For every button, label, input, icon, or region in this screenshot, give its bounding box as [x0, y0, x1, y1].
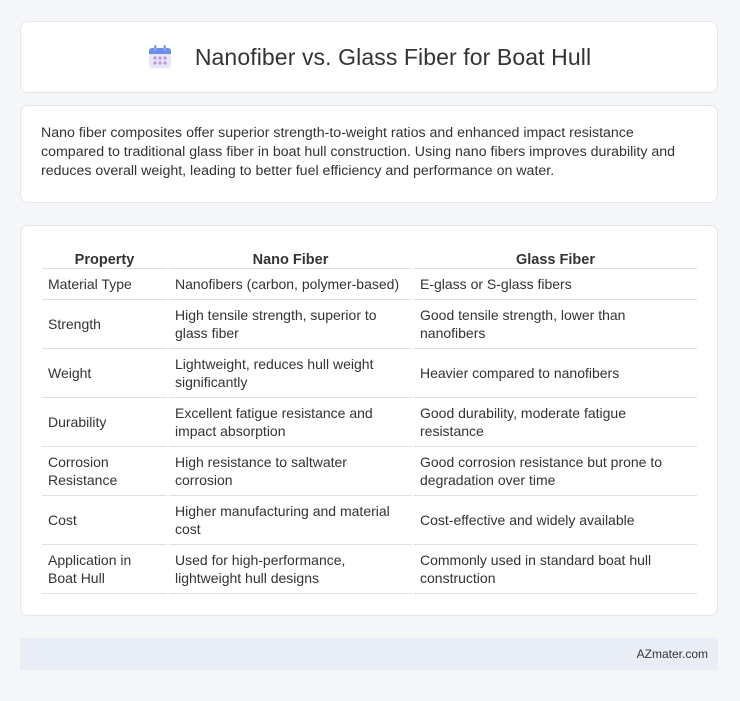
nano-fiber-cell: High tensile strength, superior to glass fiber: [169, 300, 412, 349]
header-property: Property: [42, 246, 167, 269]
nano-fiber-cell: Lightweight, reduces hull weight significantly: [169, 349, 412, 398]
footer: [20, 638, 718, 670]
nano-fiber-cell: High resistance to saltwater corrosion: [169, 447, 412, 496]
property-cell: Durability: [42, 398, 167, 447]
footer-site-link[interactable]: AZmater.com: [636, 647, 708, 661]
title-card: [20, 21, 718, 93]
glass-fiber-cell: Good corrosion resistance but prone to degradation over time: [414, 447, 697, 496]
property-cell: Corrosion Resistance: [42, 447, 167, 496]
property-cell: Weight: [42, 349, 167, 398]
nano-fiber-cell: Higher manufacturing and material cost: [169, 496, 412, 545]
table-row: [42, 300, 697, 349]
intro-card: [20, 105, 718, 203]
nano-fiber-cell: Excellent fatigue resistance and impact absorption: [169, 398, 412, 447]
calendar-icon: [147, 44, 173, 70]
table-row: [42, 447, 697, 496]
nano-fiber-cell: Used for high-performance, lightweight hull designs: [169, 545, 412, 594]
glass-fiber-cell: E-glass or S-glass fibers: [414, 269, 697, 300]
table-row: [42, 349, 697, 398]
comparison-table-card: [20, 225, 718, 616]
glass-fiber-cell: Commonly used in standard boat hull construction: [414, 545, 697, 594]
glass-fiber-cell: Cost-effective and widely available: [414, 496, 697, 545]
property-cell: Application in Boat Hull: [42, 545, 167, 594]
table-row: [42, 496, 697, 545]
nano-fiber-cell: Nanofibers (carbon, polymer-based): [169, 269, 412, 300]
table-header-row: [42, 246, 697, 269]
header-nano-fiber: Nano Fiber: [169, 246, 412, 269]
glass-fiber-cell: Heavier compared to nanofibers: [414, 349, 697, 398]
intro-paragraph: Nano fiber composites offer superior strength-to-weight ratios and enhanced impact resistance compared to traditional glass fiber in boat hull construction. Using nano fibers improves durability and reduces overall weight, leading to better fuel efficiency and performance on water.: [41, 125, 676, 179]
property-cell: Material Type: [42, 269, 167, 300]
glass-fiber-cell: Good tensile strength, lower than nanofibers: [414, 300, 697, 349]
table-row: [42, 545, 697, 594]
comparison-table: [40, 246, 699, 594]
glass-fiber-cell: Good durability, moderate fatigue resistance: [414, 398, 697, 447]
page-title: Nanofiber vs. Glass Fiber for Boat Hull: [194, 43, 592, 70]
header-glass-fiber: Glass Fiber: [414, 246, 697, 269]
property-cell: Cost: [42, 496, 167, 545]
property-cell: Strength: [42, 300, 167, 349]
table-row: [42, 269, 697, 300]
table-row: [42, 398, 697, 447]
